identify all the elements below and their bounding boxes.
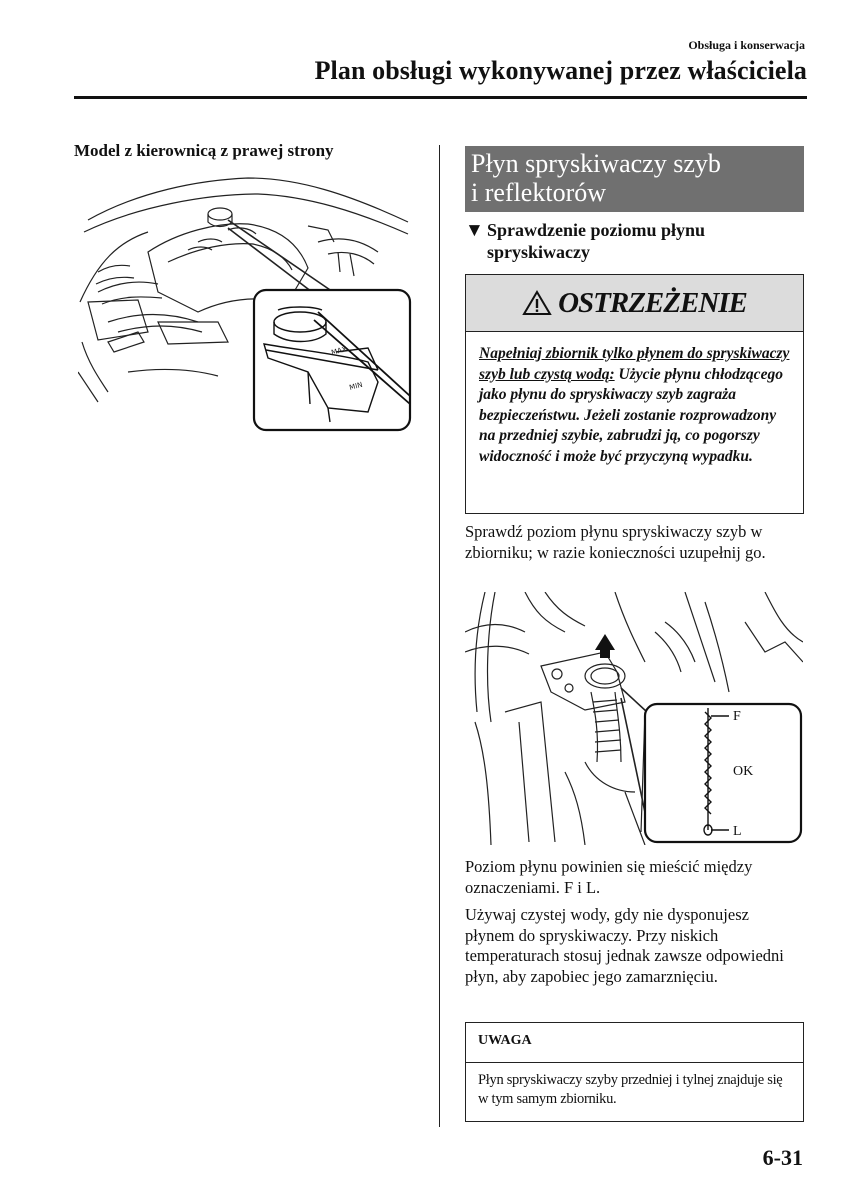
note-title: UWAGA xyxy=(466,1023,803,1063)
column-divider xyxy=(439,145,440,1127)
paragraph-level-range: Poziom płynu powinien się mieścić między oznaczeniami. F i L. xyxy=(465,857,753,897)
title-rule xyxy=(74,96,807,99)
washer-reservoir-illustration xyxy=(465,592,803,845)
section-header-line1: Płyn spryskiwaczy szyb xyxy=(471,149,721,178)
dipstick-label-ok: OK xyxy=(733,764,754,779)
left-subheading: Model z kierownicą z prawej strony xyxy=(74,141,334,160)
section-header xyxy=(465,146,804,212)
warning-header xyxy=(466,275,803,332)
warning-triangle-icon xyxy=(522,290,552,316)
reservoir-max-label: MAX xyxy=(330,345,348,357)
section-header-line2: i reflektorów xyxy=(471,178,607,207)
warning-text xyxy=(466,332,803,467)
subheading: Sprawdzenie poziomu płynu spryskiwaczy xyxy=(487,220,706,262)
warning-underlined-text: Napełniaj zbiornik tylko płynem do spryskiwaczy szyb lub czystą wodą: xyxy=(479,345,790,383)
triangle-marker-icon: ▼ xyxy=(465,220,484,241)
paragraph-check-level: Sprawdź poziom płynu spryskiwaczy szyb w zbiorniku; w razie konieczności uzupełnij go. xyxy=(465,522,766,562)
page-title: Plan obsługi wykonywanej przez właściciela xyxy=(314,56,807,85)
dipstick-label-f: F xyxy=(733,709,741,724)
note-text: Płyn spryskiwaczy szyby przedniej i tylnej znajduje się w tym samym zbiorniku. xyxy=(478,1072,783,1107)
warning-box xyxy=(465,274,804,514)
page-number: 6-31 xyxy=(762,1145,803,1170)
section-label: Obsługa i konserwacja xyxy=(688,38,805,52)
note-box xyxy=(465,1022,804,1122)
dipstick-label-l: L xyxy=(733,824,742,839)
warning-title: OSTRZEŻENIE xyxy=(558,286,747,319)
paragraph-water-usage: Używaj czystej wody, gdy nie dysponujesz płynem do spryskiwaczy. Przy niskich temperaturach stosuj jednak zawsze odpowiedni płyn, aby zapobiec jego zamarznięciu. xyxy=(465,905,784,986)
engine-bay-illustration xyxy=(78,172,414,434)
reservoir-min-label: MIN xyxy=(348,380,364,392)
warning-body-text: Użycie płynu chłodzącego jako płynu do spryskiwaczy szyb zagraża bezpieczeństwu. Jeżeli zostanie rozprowadzony na przedniej szybie, zabrudzi ją, co pogorszy widoczność i może być przyczyną wypadku. xyxy=(479,365,783,465)
